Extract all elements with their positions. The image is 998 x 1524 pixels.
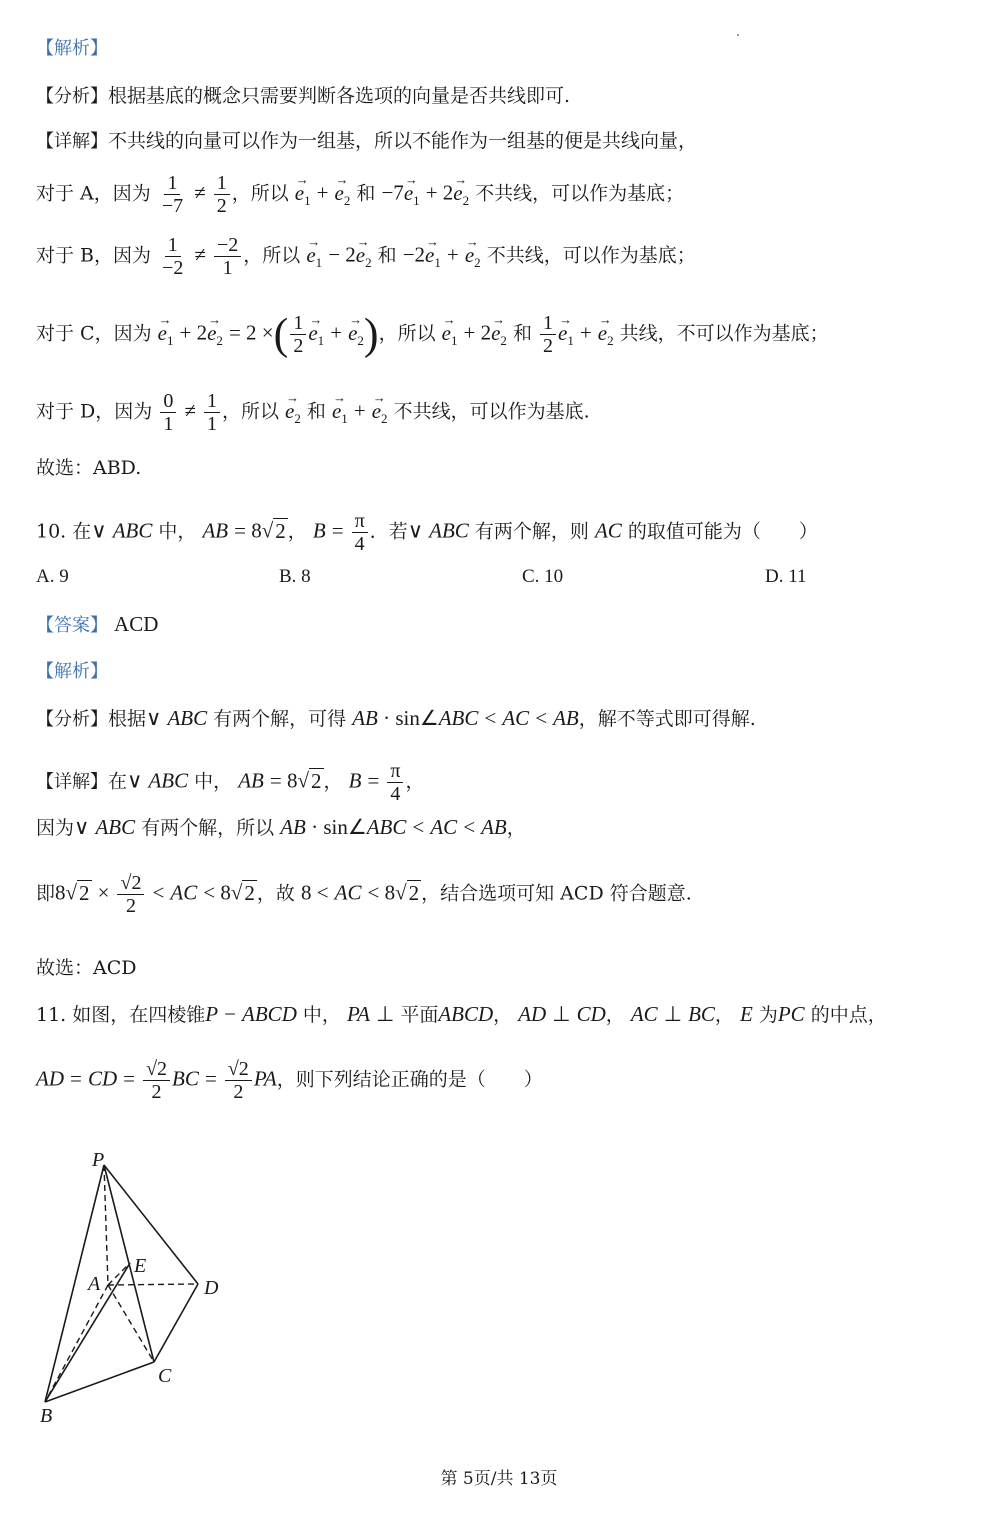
q10-detail-line-2: 因为∨ ABC 有两个解，所以 AB · sin∠ABC < AC < AB， — [36, 815, 526, 839]
q9-option-b-reasoning: 对于 B，因为 $\frac{1}{-2}$ ≠ $\frac{-2}{1}$ ，所以 → $e_1 - 2\to e_2$ 和 $-2\to e_1$ + → $e_2$ 不共线，可以作为基底； — [36, 234, 696, 279]
fraction: $\frac{√2}{2}$ — [143, 1058, 170, 1103]
edge-PD — [104, 1165, 198, 1284]
fraction: $\frac{1}{2}$ — [214, 172, 230, 217]
scan-speck — [737, 34, 739, 36]
vertex-label-c: C — [158, 1365, 172, 1387]
fraction: $\frac{1}{1}$ — [204, 390, 220, 435]
fraction: $\frac{√2}{2}$ — [117, 872, 144, 917]
q10-conclusion: 故选：ACD — [36, 957, 137, 979]
q10-answer: 【答案】 ACD — [36, 612, 159, 636]
edge-AD-hidden — [108, 1284, 198, 1285]
fraction: $\frac{0}{1}$ — [160, 390, 176, 435]
q9-option-a-reasoning: 对于 A，因为 $\frac{1}{-7}$ ≠ $\frac{1}{2}$ ，所以 → $e_1$ + → $e_2$ 和 $-7\to e_1 + 2\to e_2$ 不共线，可以作为基底； — [36, 172, 684, 217]
fraction: $\frac{-2}{1}$ — [214, 234, 241, 279]
q10-option-d: D. 11 — [765, 566, 807, 587]
q10-option-b: B. 8 — [279, 566, 311, 587]
pyramid-figure — [30, 1140, 240, 1430]
edge-PA-hidden — [104, 1165, 108, 1285]
q10-stem: 10. 在∨ ABC 中， AB = 8√2 ， B = $\frac{\pi}{4}$ ．若∨ ABC 有两个解，则 AC 的取值可能为（ ） — [36, 510, 818, 555]
edge-CD — [154, 1284, 198, 1362]
q10-option-c: C. 10 — [522, 566, 564, 587]
vertex-label-e: E — [134, 1255, 147, 1277]
edge-AC-hidden — [108, 1285, 154, 1362]
edge-AB-hidden — [45, 1285, 108, 1402]
jiexi-heading-1: 【解析】 — [36, 38, 108, 59]
q9-option-c-reasoning: 对于 C，因为 → $e_1 + 2\to e_2 = 2$ ×( $\frac{1}{2}$ → $e_1$ + → $e_2$)，所以 → $e_1 + 2\to e_2$ 和 $\frac{1}{2}$ → $e_1$ + → $e_2$ 共线，不可以作为基底； — [36, 312, 829, 357]
fraction: $\frac{1}{2}$ — [540, 312, 556, 357]
q10-analysis: 【分析】根据∨ ABC 有两个解，可得 AB · sin∠ABC < AC < AB，解不等式即可得解. — [36, 706, 756, 730]
q10-detail: 【详解】在∨ ABC 中， AB = 8√2 ， B = $\frac{\pi}{4}$ ， — [36, 760, 425, 805]
vertex-label-d: D — [204, 1277, 219, 1299]
q11-stem-line-2: AD = CD = $\frac{√2}{2}$ BC = $\frac{√2}{2}$ PA，则下列结论正确的是（ ） — [36, 1058, 543, 1103]
jiexi-heading-2: 【解析】 — [36, 661, 108, 682]
vertex-label-p: P — [92, 1149, 105, 1171]
q9-conclusion: 故选：ABD. — [36, 457, 142, 479]
q11-stem: 11. 如图，在四棱锥P − ABCD 中， PA ⊥ 平面ABCD， AD ⊥ CD， AC ⊥ BC， E 为PC 的中点， — [36, 1002, 887, 1026]
fraction: $\frac{1}{2}$ — [290, 312, 306, 357]
q9-analysis: 【分析】根据基底的概念只需要判断各选项的向量是否共线即可. — [36, 85, 571, 107]
q9-option-d-reasoning: 对于 D，因为 $\frac{0}{1}$ ≠ $\frac{1}{1}$ ，所以 → $e_2$ 和 → $e_1$ + → $e_2$ 不共线，可以作为基底. — [36, 390, 590, 435]
fraction: $\frac{\pi}{4}$ — [387, 760, 403, 805]
vertex-label-b: B — [40, 1405, 53, 1427]
page-footer: 第 5页/共 13页 — [440, 1469, 558, 1489]
edge-BC — [45, 1362, 154, 1402]
fraction: $\frac{1}{-7}$ — [161, 172, 184, 217]
fraction: $\frac{√2}{2}$ — [225, 1058, 252, 1103]
q10-option-a: A. 9 — [36, 566, 69, 587]
vertex-label-a: A — [88, 1273, 101, 1295]
fraction: $\frac{1}{-2}$ — [162, 234, 184, 279]
q10-detail-line-3: 即8√2 × $\frac{√2}{2}$ < AC < 8√2 ，故 8 < AC < 8√2 ，结合选项可知 ACD 符合题意. — [36, 872, 692, 917]
fraction: $\frac{\pi}{4}$ — [352, 510, 368, 555]
q9-detail: 【详解】不共线的向量可以作为一组基，所以不能作为一组基的便是共线向量， — [36, 130, 698, 152]
